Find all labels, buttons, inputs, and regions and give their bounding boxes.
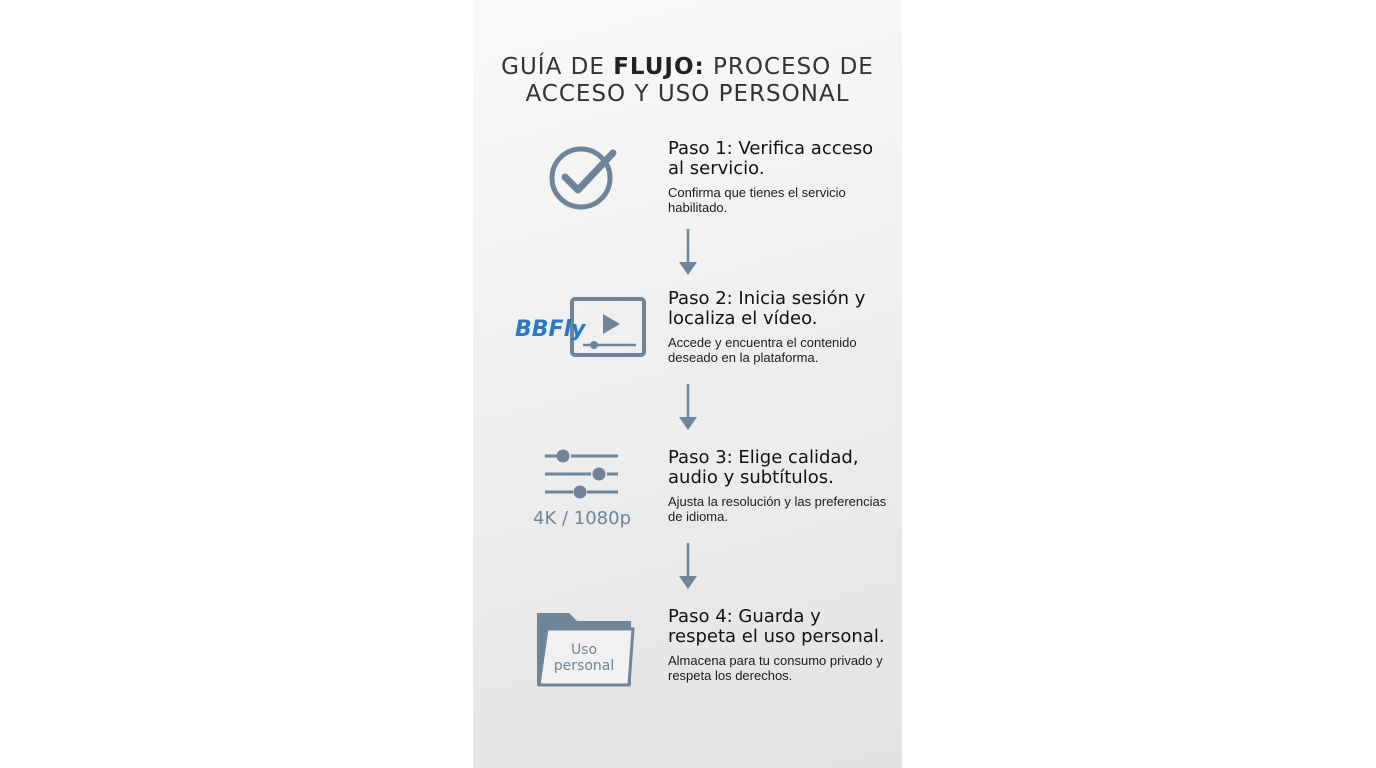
title-part-2: PROCESO DE [704,54,874,80]
video-player-icon [513,289,653,379]
step-1-heading: Paso 1: Verifica acceso al servicio. [668,138,874,179]
step-4-heading: Paso 4: Guarda y respeta el uso personal. [668,606,885,647]
step-4 [473,607,902,717]
step-1-description: Confirma que tienes el servicio habilitado. [668,185,846,215]
folder-label-line-2: personal [553,658,615,674]
step-2-description: Accede y encuentra el contenido deseado en la plataforma. [668,335,857,365]
arrow-down-icon [677,383,699,433]
step-3-text [668,448,893,524]
step-1-text [668,139,893,215]
flow-guide-panel [473,0,902,768]
resolution-label: 4K / 1080p [533,508,631,529]
check-circle-icon [511,139,651,229]
title-bold: FLUJO: [613,54,705,80]
title-line-2: ACCESO Y USO PERSONAL [525,81,850,107]
folder-label-line-1: Uso [570,642,598,658]
step-4-description: Almacena para tu consumo privado y respeta los derechos. [668,653,883,683]
step-4-text [668,607,893,683]
step-3-heading: Paso 3: Elige calidad, audio y subtítulos. [668,447,859,488]
step-2-heading: Paso 2: Inicia sesión y localiza el vídeo. [668,288,866,329]
sliders-icon [511,448,651,538]
title-line-1 [473,54,902,81]
page-title [473,54,902,108]
folder-icon [511,607,651,697]
arrow-down-icon [677,228,699,278]
brand-logo: BBFly [515,317,586,342]
step-3-description: Ajusta la resolución y las preferencias de idioma. [668,494,887,524]
arrow-down-icon [677,542,699,592]
title-part-1: GUÍA DE [501,54,614,80]
step-2-text [668,289,893,365]
